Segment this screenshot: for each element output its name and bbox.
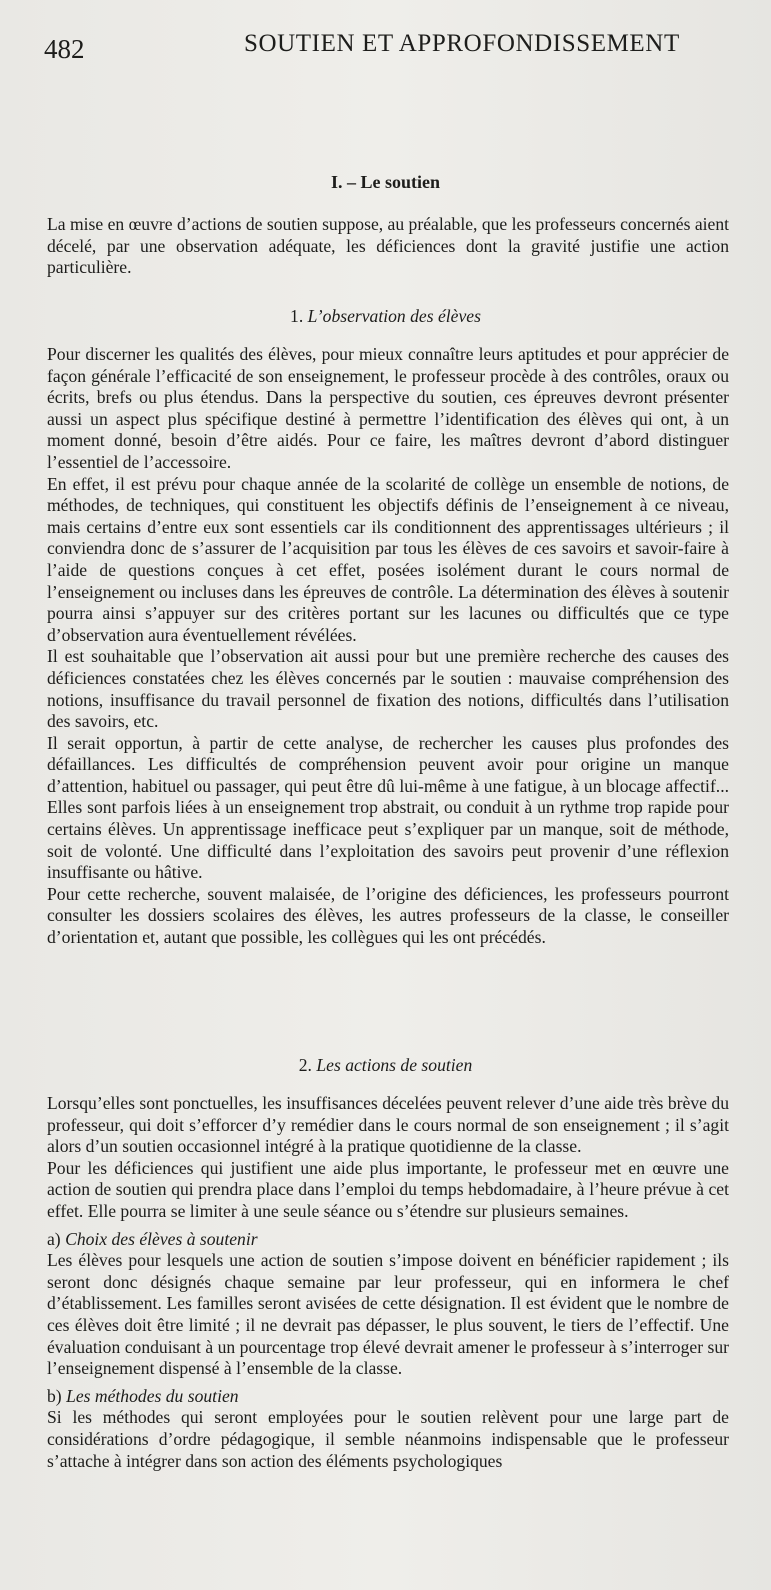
intro-block [47, 214, 729, 279]
subheading-a [47, 1229, 729, 1251]
subsection-2-title: Les actions de soutien [316, 1055, 473, 1075]
subheading-a-title: Choix des élèves à soutenir [65, 1228, 258, 1249]
paragraph: Les élèves pour lesquels une action de soutien s’impose doivent en bénéficier rapidement ; ils seront donc désignés chaque semaine par leur professeur, qui en informera le chef d’établissement. Les familles seront avisées de cette désignation. Il est évident que le nombre de ces élèves doit être limité ; il ne devrait pas dépasser, le plus souvent, le tiers de l’effectif. Une évaluation conduisant à un pourcentage trop élevé devrait amener le professeur à s’interroger sur l’enseignement dispensé à l’ensemble de la classe. [47, 1250, 729, 1379]
subheading-b [47, 1386, 729, 1408]
paragraph: Pour les déficiences qui justifient une aide plus importante, le professeur met en œuvre une action de soutien qui prendra place dans l’emploi du temps hebdomadaire, à l’heure prévue à cet effet. Elle pourra se limiter à une seule séance ou s’étendre sur plusieurs semaines. [47, 1157, 729, 1221]
subheading-a-letter: a) [47, 1228, 61, 1249]
section-title: I. – Le soutien [330, 172, 440, 192]
page-header [44, 28, 724, 68]
subheading-b-letter: b) [47, 1385, 62, 1406]
paragraph: Il est souhaitable que l’observation ait aussi pour but une première recherche des causes des déficiences constatées chez les élèves concernés par le soutien : mauvaise compréhension des notions, insuffisance du travail personnel de fixation des notions, difficultés dans l’utilisation des savoirs, etc. [47, 646, 729, 732]
subsection-1-heading [0, 306, 771, 327]
paragraph: Pour discerner les qualités des élèves, pour mieux connaître leurs aptitudes et pour apprécier de façon générale l’efficacité de son enseignement, le professeur procède à des contrôles, oraux ou écrits, brefs ou plus étendus. Dans la perspective du soutien, ces épreuves devront présenter aussi un aspect plus spécifique destiné à permettre l’identification des élèves qui ont, à un moment donné, besoin d’être aidés. Pour ce faire, les maîtres devront d’abord distinguer l’essentiel de l’accessoire. [47, 344, 729, 472]
paragraph: Lorsqu’elles sont ponctuelles, les insuffisances décelées peuvent relever d’une aide très brève du professeur, qui doit s’efforcer d’y remédier dans le cours normal de son enseignement ; il s’agit alors d’un soutien occasionnel intégré à la pratique quotidienne de la classe. [47, 1093, 729, 1157]
subsection-1-title: L’observation des élèves [307, 306, 481, 326]
subsection-2-number: 2. [298, 1055, 312, 1075]
paragraph: En effet, il est prévu pour chaque année de la scolarité de collège un ensemble de notions, de méthodes, de techniques, qui constituent les objectifs définis de l’enseignement à ce niveau, mais certains d’entre eux sont essentiels car ils conditionnent des apprentissages ultérieurs ; il conviendra donc de s’assurer de l’acquisition par tous les élèves de ces savoirs et savoir-faire à l’aide de questions conçues à cet effet, posées isolément durant le cours normal de l’enseignement ou incluses dans les épreuves de contrôle. La détermination des élèves à soutenir pourra ainsi s’appuyer sur des critères portant sur les lacunes ou difficultés que ce type d’observation aura éventuellement révélées. [47, 473, 729, 645]
subsection-2-heading [0, 1055, 771, 1076]
paragraph: Pour cette recherche, souvent malaisée, de l’origine des déficiences, les professeurs pourront consulter les dossiers scolaires des élèves, les autres professeurs de la classe, le conseiller d’orientation et, autant que possible, les collègues qui les ont précédés. [47, 883, 729, 948]
subsection-1-body [47, 344, 729, 949]
paragraph: Si les méthodes qui seront employées pour le soutien relèvent pour une large part de considérations d’ordre pédagogique, il semble néanmoins indispensable que le professeur s’attache à intégrer dans son action des éléments psychologiques [47, 1407, 729, 1471]
running-title: SOUTIEN ET APPROFONDISSEMENT [244, 30, 680, 57]
page-number: 482 [44, 34, 85, 64]
subsection-2-body [47, 1093, 729, 1472]
paragraph: Il serait opportun, à partir de cette analyse, de rechercher les causes plus profondes des défaillances. Les difficultés de compréhension peuvent avoir pour origine un manque d’attention, habituel ou passager, qui peut être dû lui-même à une fatigue, à un blocage affectif... Elles sont parfois liées à un enseignement trop abstrait, ou conduit à un rythme trop rapide pour certains élèves. Un apprentissage inefficace peut s’expliquer par un manque, soit de méthode, soit de volonté. Une difficulté dans l’exploitation des savoirs peut provenir d’une réflexion insuffisante ou hâtive. [47, 732, 729, 883]
subheading-b-title: Les méthodes du soutien [66, 1385, 239, 1406]
subsection-1-number: 1. [290, 306, 304, 326]
intro-paragraph: La mise en œuvre d’actions de soutien suppose, au préalable, que les professeurs concernés aient décelé, par une observation adéquate, les déficiences dont la gravité justifie une action particulière. [47, 214, 730, 278]
